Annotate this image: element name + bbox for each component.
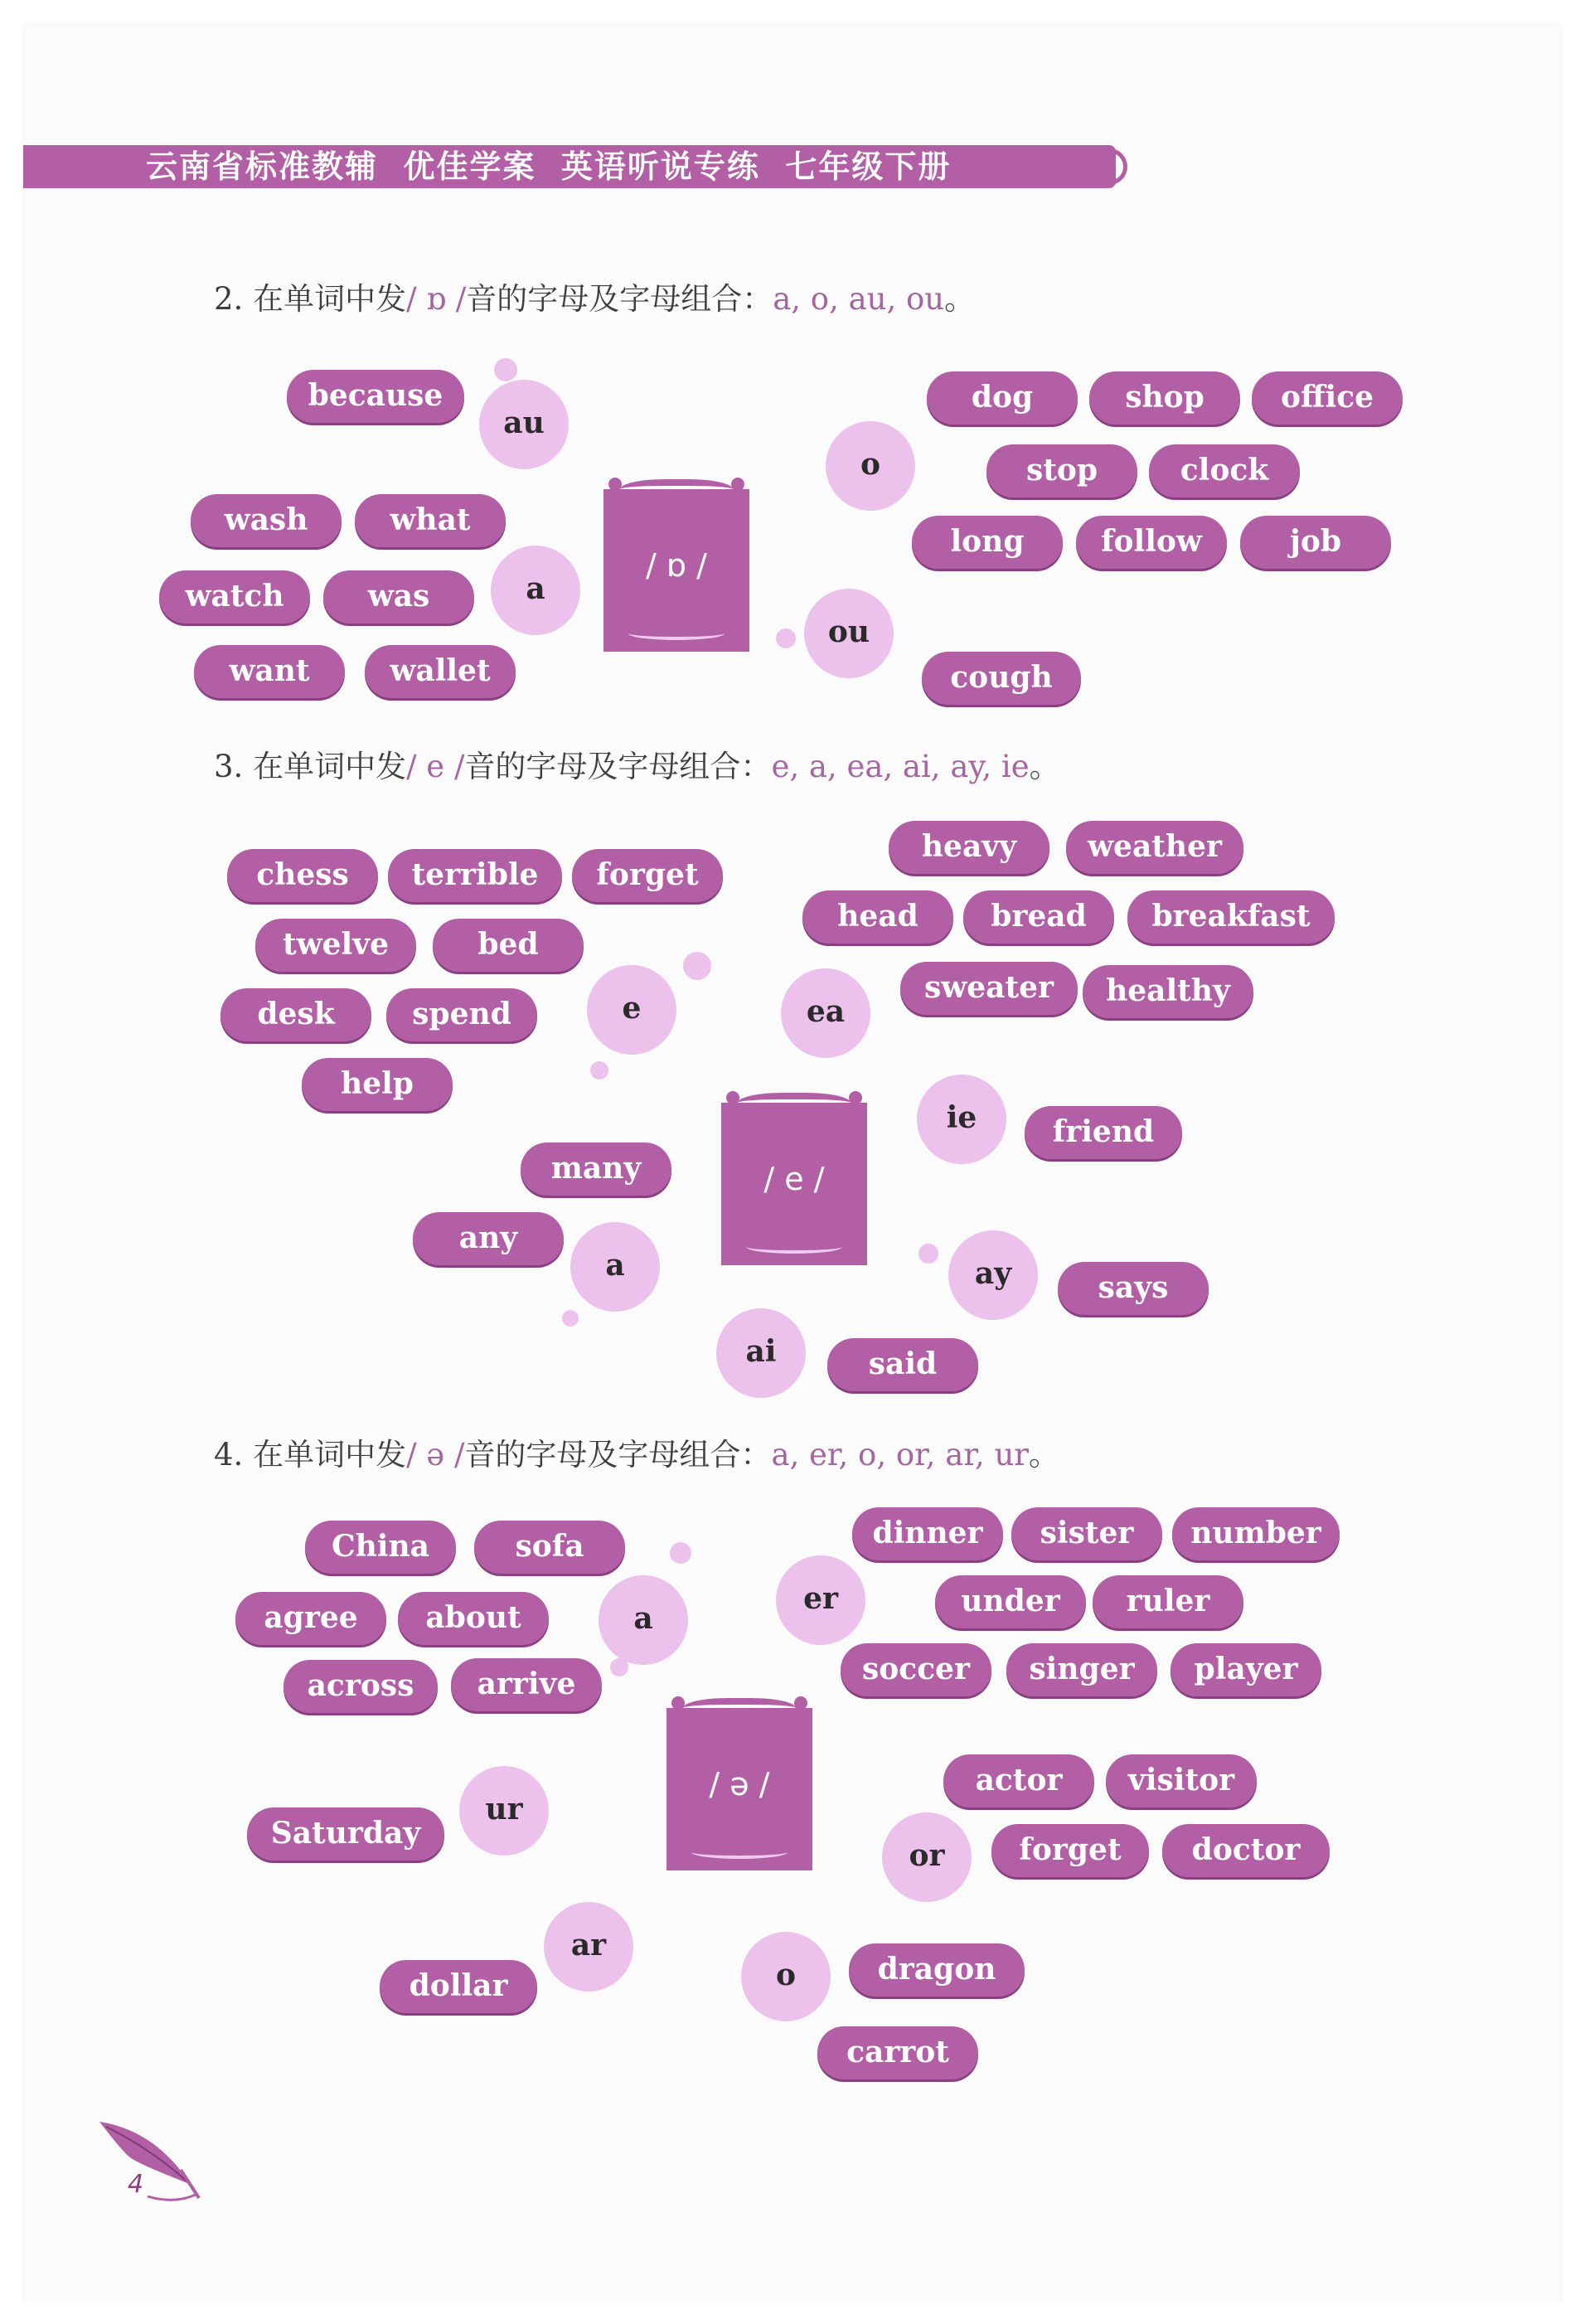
word-pill[interactable]: carrot: [817, 2026, 978, 2079]
word-pill[interactable]: any: [413, 1212, 564, 1265]
letter-circle: au: [479, 380, 569, 469]
letter-circle: e: [587, 965, 676, 1055]
word-pill[interactable]: was: [323, 570, 474, 623]
letter-circle: ou: [804, 589, 894, 678]
letter-circle: a: [570, 1222, 660, 1312]
word-pill[interactable]: healthy: [1083, 965, 1253, 1018]
card-foot: [628, 627, 725, 640]
bubble-dot: [776, 628, 796, 648]
letter-circle: a: [491, 546, 580, 635]
heading-prefix: 在单词中发: [253, 1437, 407, 1473]
heading-end: 。: [1029, 749, 1060, 784]
letter-circle: ay: [948, 1230, 1038, 1320]
letter-circle: a: [599, 1575, 688, 1665]
letter-circle: ur: [459, 1766, 549, 1856]
word-pill[interactable]: bread: [963, 890, 1114, 944]
word-pill[interactable]: weather: [1066, 821, 1243, 874]
phoneme-label: / ɒ /: [646, 547, 707, 584]
card-scroll: [608, 478, 622, 491]
card-cap: [738, 1093, 851, 1118]
feather-icon: [98, 2118, 206, 2210]
heading-prefix: 在单词中发: [253, 749, 407, 784]
heading-phoneme: / e /: [406, 749, 465, 784]
word-pill[interactable]: forget: [991, 1824, 1149, 1877]
word-pill[interactable]: follow: [1076, 516, 1227, 569]
card-scroll: [731, 478, 744, 491]
heading-letters: e, a, ea, ai, ay, ie: [771, 749, 1030, 784]
word-pill[interactable]: head: [802, 890, 953, 944]
bubble-dot: [494, 358, 517, 381]
letter-circle: o: [826, 421, 915, 511]
card-scroll: [794, 1696, 807, 1710]
word-pill[interactable]: said: [827, 1338, 978, 1391]
word-pill[interactable]: dragon: [849, 1943, 1025, 1997]
word-pill[interactable]: dog: [927, 371, 1078, 425]
letter-circle: ai: [716, 1308, 806, 1398]
word-pill[interactable]: dinner: [852, 1507, 1003, 1560]
heading-suffix: 音的字母及字母组合：: [466, 281, 773, 317]
word-pill[interactable]: number: [1172, 1507, 1340, 1560]
bubble-dot: [610, 1658, 628, 1676]
word-pill[interactable]: visitor: [1106, 1754, 1257, 1807]
page-number-area: [98, 2118, 206, 2210]
word-pill[interactable]: because: [287, 370, 464, 423]
word-pill[interactable]: spend: [386, 988, 537, 1041]
word-pill[interactable]: wash: [191, 494, 342, 547]
section-number: 4.: [214, 1437, 244, 1473]
letter-circle: or: [882, 1812, 972, 1902]
heading-end: 。: [1029, 1437, 1059, 1473]
heading-phoneme: / ɒ /: [406, 281, 467, 317]
phoneme-card: [666, 1708, 812, 1870]
heading-prefix: 在单词中发: [253, 281, 407, 317]
word-pill[interactable]: twelve: [255, 919, 416, 972]
card-cap: [620, 479, 733, 504]
card-foot: [691, 1846, 788, 1859]
word-pill[interactable]: desk: [221, 988, 371, 1041]
word-pill[interactable]: says: [1058, 1262, 1209, 1315]
card-foot: [746, 1240, 842, 1254]
letter-circle: ie: [917, 1075, 1006, 1164]
word-pill[interactable]: heavy: [889, 821, 1049, 874]
word-pill[interactable]: ruler: [1093, 1575, 1243, 1628]
word-pill[interactable]: terrible: [388, 849, 562, 902]
word-pill[interactable]: actor: [943, 1754, 1094, 1807]
section-2-heading: [214, 274, 975, 318]
word-pill[interactable]: under: [935, 1575, 1086, 1628]
heading-letters: a, o, au, ou: [773, 281, 945, 317]
section-number: 2.: [214, 281, 244, 317]
section-3-heading: [214, 741, 1060, 786]
card-scroll: [726, 1091, 739, 1104]
heading-letters: a, er, o, or, ar, ur: [771, 1437, 1029, 1473]
word-pill[interactable]: breakfast: [1127, 890, 1335, 944]
letter-circle: er: [776, 1555, 865, 1645]
phoneme-label: / e /: [763, 1161, 825, 1197]
heading-end: 。: [944, 281, 976, 317]
word-pill[interactable]: dollar: [380, 1960, 537, 2013]
word-pill[interactable]: cough: [922, 652, 1081, 705]
word-pill[interactable]: arrive: [451, 1658, 602, 1711]
bubble-dot: [683, 952, 711, 980]
header-band: [23, 145, 1116, 188]
word-pill[interactable]: clock: [1149, 444, 1300, 497]
bubble-dot: [919, 1244, 938, 1264]
word-pill[interactable]: soccer: [841, 1643, 991, 1696]
word-pill[interactable]: what: [355, 494, 506, 547]
letter-circle: o: [741, 1932, 831, 2021]
heading-phoneme: / ə /: [406, 1437, 465, 1473]
word-pill[interactable]: forget: [572, 849, 723, 902]
phoneme-card: [603, 489, 749, 652]
word-pill[interactable]: doctor: [1162, 1824, 1330, 1877]
word-pill[interactable]: chess: [227, 849, 378, 902]
word-pill[interactable]: about: [398, 1592, 549, 1645]
card-scroll: [671, 1696, 685, 1710]
word-pill[interactable]: friend: [1025, 1106, 1182, 1159]
word-pill[interactable]: China: [305, 1521, 456, 1574]
phoneme-card: [721, 1103, 867, 1265]
word-pill[interactable]: singer: [1006, 1643, 1157, 1696]
bubble-dot: [590, 1061, 608, 1080]
word-pill[interactable]: sweater: [900, 962, 1078, 1015]
word-pill[interactable]: agree: [235, 1592, 386, 1645]
word-pill[interactable]: stop: [986, 444, 1137, 497]
word-pill[interactable]: across: [284, 1660, 438, 1713]
word-pill[interactable]: Saturday: [247, 1807, 444, 1861]
word-pill[interactable]: long: [912, 516, 1063, 569]
section-4-heading: [214, 1429, 1059, 1474]
word-pill[interactable]: want: [194, 645, 345, 698]
word-pill[interactable]: watch: [159, 570, 310, 623]
header-title: 云南省标准教辅 优佳学案 英语听说专练 七年级下册: [146, 148, 952, 185]
word-pill[interactable]: bed: [433, 919, 584, 972]
word-pill[interactable]: help: [302, 1058, 453, 1111]
heading-suffix: 音的字母及字母组合：: [464, 749, 772, 784]
bubble-dot: [670, 1542, 691, 1564]
letter-circle: ea: [781, 968, 870, 1058]
word-pill[interactable]: sister: [1011, 1507, 1162, 1560]
heading-suffix: 音的字母及字母组合：: [464, 1437, 772, 1473]
word-pill[interactable]: many: [521, 1143, 671, 1196]
bubble-dot: [562, 1310, 579, 1327]
page-number: 4: [128, 2170, 144, 2199]
word-pill[interactable]: player: [1171, 1643, 1321, 1696]
section-number: 3.: [214, 749, 244, 784]
card-cap: [683, 1698, 796, 1723]
letter-circle: ar: [544, 1902, 633, 1992]
card-scroll: [849, 1091, 862, 1104]
word-pill[interactable]: shop: [1089, 371, 1240, 425]
word-pill[interactable]: wallet: [365, 645, 516, 698]
word-pill[interactable]: office: [1252, 371, 1403, 425]
word-pill[interactable]: job: [1240, 516, 1391, 569]
word-pill[interactable]: sofa: [474, 1521, 625, 1574]
phoneme-label: / ə /: [709, 1766, 770, 1802]
